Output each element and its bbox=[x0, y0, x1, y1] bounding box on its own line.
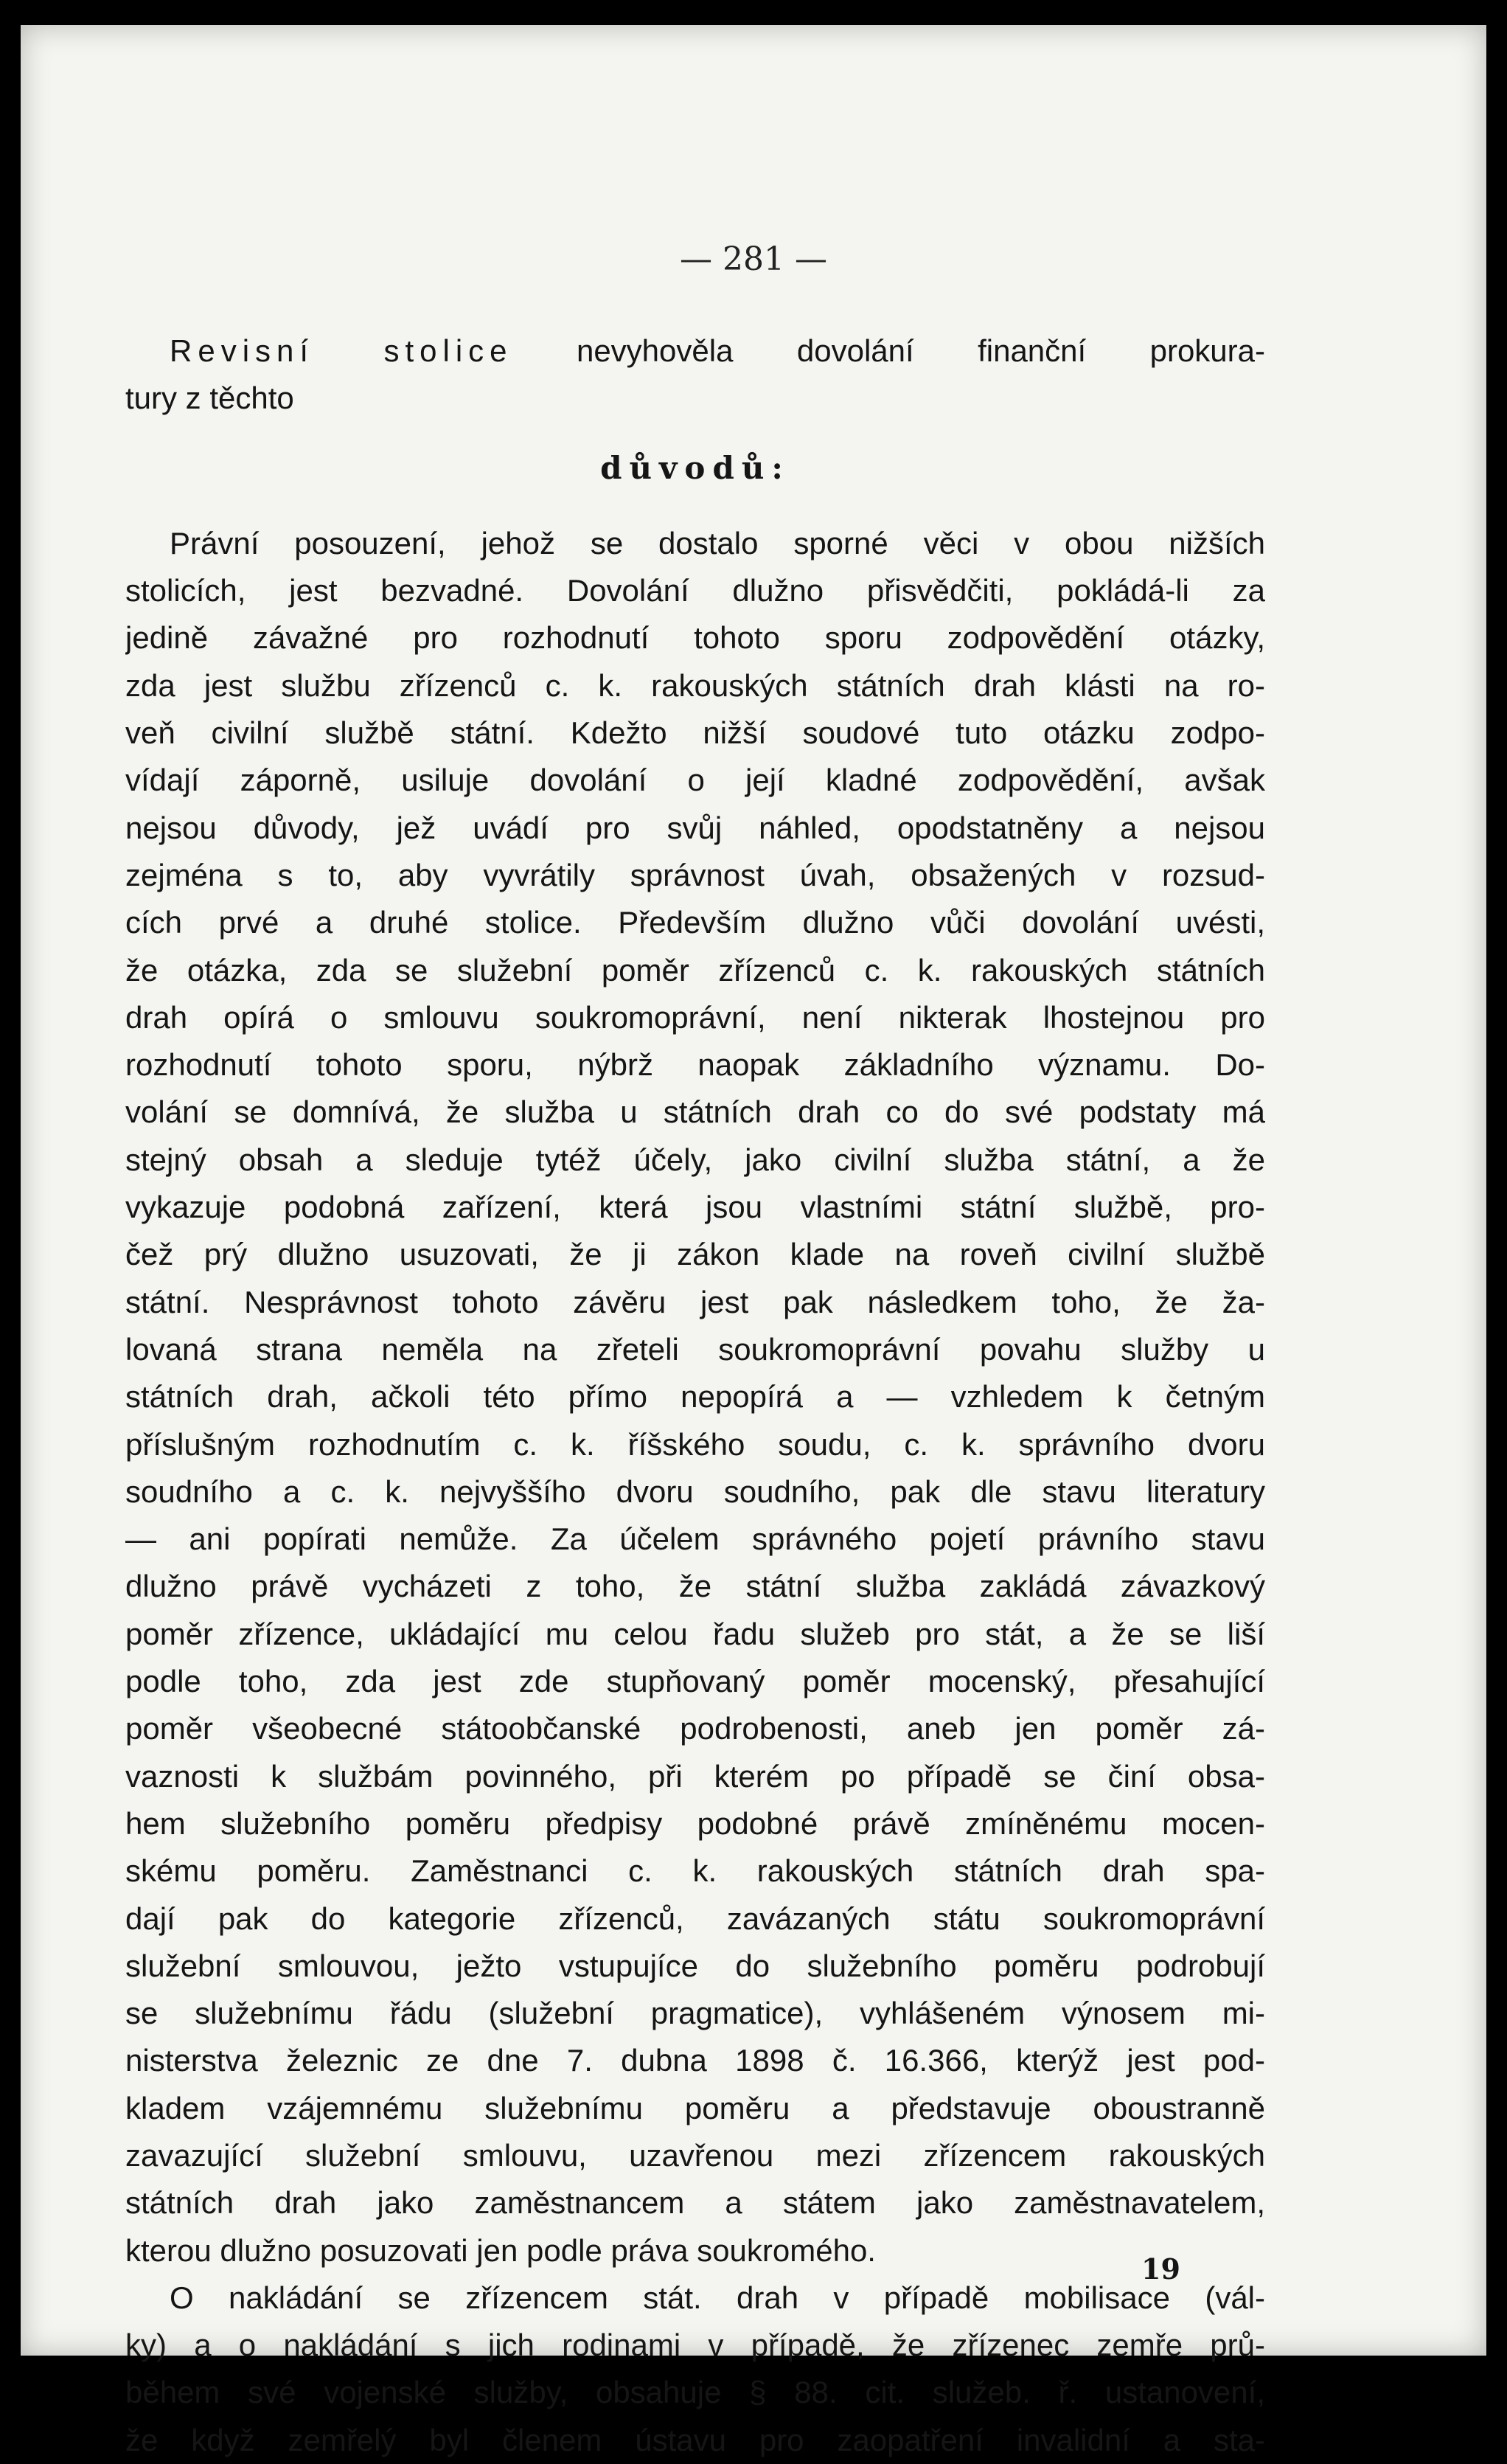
intro-line: tury z těchto bbox=[125, 381, 294, 416]
text-line: poměr zřízence, ukládající mu celou řadu služeb pro stát, a že se liší bbox=[125, 1616, 1265, 1651]
text-line: soudního a c. k. nejvyššího dvoru soudního, pak dle stavu literatury bbox=[125, 1474, 1265, 1509]
text-line: že otázka, zda se služební poměr zřízenců c. k. rakouských státních bbox=[125, 952, 1265, 988]
text-line: nejsou důvody, jež uvádí pro svůj náhled, opodstatněny a nejsou bbox=[125, 810, 1265, 845]
text-line: kladem vzájemnému služebnímu poměru a představuje oboustranně bbox=[125, 2090, 1265, 2125]
text-line: se služebnímu řádu (služební pragmatice), vyhlášeném výnosem mi- bbox=[125, 1996, 1265, 2031]
text-line: poměr všeobecné státoobčanské podrobenosti, aneb jen poměr zá- bbox=[125, 1711, 1265, 1746]
text-line: drah opírá o smlouvu soukromoprávní, není nikterak lhostejnou pro bbox=[125, 999, 1265, 1035]
text-line: dlužno právě vycházeti z toho, že státní služba zakládá závazkový bbox=[125, 1569, 1265, 1604]
text-line: kterou dlužno posuzovati jen podle práva soukromého. bbox=[125, 2232, 876, 2268]
text-line: zda jest službu zřízenců c. k. rakouských státních drah klásti na ro- bbox=[125, 667, 1265, 703]
paragraph-1 bbox=[125, 520, 1265, 2274]
text-line: čež prý dlužno usuzovati, že ji zákon klade na roveň civilní službě bbox=[125, 1237, 1265, 1272]
intro-line: Revisní stolice nevyhověla dovolání finanční prokura- bbox=[170, 333, 1265, 368]
text-line: státních drah jako zaměstnancem a státem jako zaměstnavatelem, bbox=[125, 2185, 1265, 2221]
text-line: vídají záporně, usiluje dovolání o její kladné zodpovědění, avšak bbox=[125, 763, 1265, 798]
text-line: nisterstva železnic ze dne 7. dubna 1898 č. 16.366, kterýž jest pod- bbox=[125, 2043, 1265, 2078]
text-line: vaznosti k službám povinného, při kterém po případě se činí obsa- bbox=[125, 1758, 1265, 1794]
intro-lead: Revisní stolice bbox=[170, 333, 513, 368]
text-line: O nakládání se zřízencem stát. drah v případě mobilisace (vál- bbox=[170, 2280, 1265, 2315]
text-line: veň civilní službě státní. Kdežto nižší soudové tuto otázku zodpo- bbox=[125, 715, 1265, 751]
text-line: Právní posouzení, jehož se dostalo sporné věci v obou nižších bbox=[170, 525, 1265, 561]
text-line: služební smlouvou, ježto vstupujíce do služebního poměru podrobují bbox=[125, 1948, 1265, 1983]
text-line: volání se domnívá, že služba u státních drah co do své podstaty má bbox=[125, 1094, 1265, 1130]
section-heading: důvodů: bbox=[600, 449, 790, 486]
text-line: státní. Nesprávnost tohoto závěru jest pak následkem toho, že ža- bbox=[125, 1284, 1265, 1319]
signature-mark: 19 bbox=[1141, 2252, 1180, 2286]
text-line: během své vojenské služby, obsahuje § 88. cit. služeb. ř. ustanovení, bbox=[125, 2375, 1265, 2410]
text-line: že když zemřelý byl členem ústavu pro zaopatření invalidní a sta- bbox=[125, 2422, 1265, 2457]
text-line: zejména s to, aby vyvrátily správnost úvah, obsažených v rozsud- bbox=[125, 857, 1265, 892]
text-line: skému poměru. Zaměstnanci c. k. rakouských státních drah spa- bbox=[125, 1853, 1265, 1889]
body-text bbox=[125, 327, 1265, 2464]
text-line: lovaná strana neměla na zřeteli soukromoprávní povahu služby u bbox=[125, 1331, 1265, 1367]
text-line: vykazuje podobná zařízení, která jsou vlastními státní službě, pro- bbox=[125, 1190, 1265, 1225]
text-line: cích prvé a druhé stolice. Především dlužno vůči dovolání uvésti, bbox=[125, 905, 1265, 940]
text-line: stejný obsah a sleduje tytéž účely, jako civilní služba státní, a že bbox=[125, 1142, 1265, 1177]
page-number: — 281 — bbox=[680, 240, 827, 278]
text-line: hem služebního poměru předpisy podobné právě zmíněnému mocen- bbox=[125, 1805, 1265, 1841]
document-page bbox=[21, 25, 1486, 2457]
text-line: — ani popírati nemůže. Za účelem správného pojetí právního stavu bbox=[125, 1521, 1265, 1557]
text-line: podle toho, zda jest zde stupňovaný poměr mocenský, přesahující bbox=[125, 1664, 1265, 1699]
paragraph-2 bbox=[125, 2274, 1265, 2464]
text-line: ky) a o nakládání s jich rodinami v případě, že zřízenec zemře prů- bbox=[125, 2328, 1265, 2363]
text-line: státních drah, ačkoli této přímo nepopírá a — vzhledem k četným bbox=[125, 1379, 1265, 1415]
text-line: rozhodnutí tohoto sporu, nýbrž naopak základního významu. Do- bbox=[125, 1047, 1265, 1083]
text-line: stolicích, jest bezvadné. Dovolání dlužno přisvědčiti, pokládá-li za bbox=[125, 573, 1265, 608]
text-line: zavazující služební smlouvu, uzavřenou mezi zřízencem rakouských bbox=[125, 2137, 1265, 2173]
text-line: příslušným rozhodnutím c. k. říšského soudu, c. k. správního dvoru bbox=[125, 1426, 1265, 1462]
text-line: dají pak do kategorie zřízenců, zavázaných státu soukromoprávní bbox=[125, 1901, 1265, 1936]
text-line: jedině závažné pro rozhodnutí tohoto sporu zodpovědění otázky, bbox=[125, 620, 1265, 656]
